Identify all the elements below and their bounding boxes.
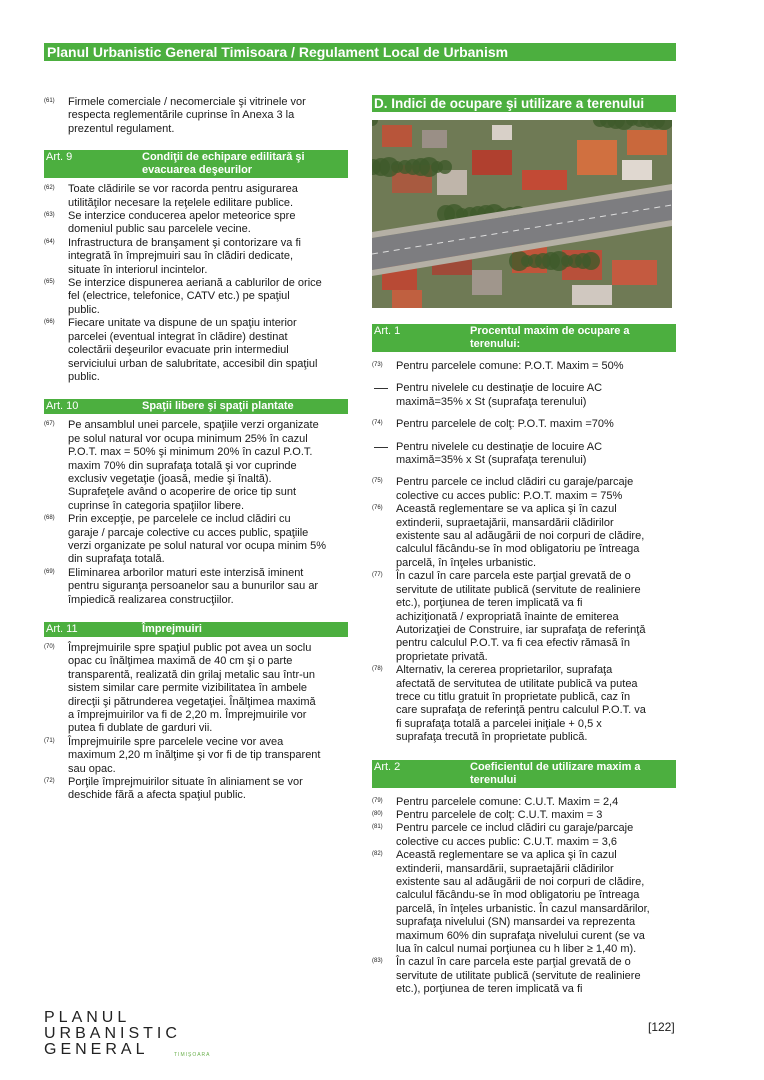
article-header <box>44 622 348 637</box>
list-item <box>372 360 676 373</box>
article-title: Procentul maxim de ocupare a terenului: <box>470 325 630 350</box>
item-text: Porţile împrejmuirilor situate în aliniament se vor deschide fără a afecta spaţiul public. <box>68 776 303 802</box>
list-item <box>44 776 348 803</box>
list-item <box>44 183 348 210</box>
article-number: Art. 1 <box>374 325 401 337</box>
item-text: Pentru parcelele comune: P.O.T. Maxim = 50% <box>396 360 624 372</box>
article-header <box>44 150 348 178</box>
list-item <box>372 503 676 570</box>
article-number: Art. 9 <box>46 151 73 164</box>
item-number: (71) <box>44 737 55 744</box>
item-text: Alternativ, la cererea proprietarilor, suprafaţa afectată de servitutea de utilitate publică va putea trece cu titlu gratuit în proprietate publică, caz în care suprafaţa de referinţă pentru calculul P.O.T. va fi suprafaţa totală a parcelei iniţiale + 0,5 x suprafaţa trecută în proprietate publică. <box>396 664 646 744</box>
logo-subtitle: TIMIŞOARA <box>174 1052 211 1058</box>
item-number: (64) <box>44 238 55 245</box>
article-header <box>44 399 348 414</box>
item-text: Prin excepţie, pe parcelele ce includ clădiri cu garaje / parcaje colective cu acces public, spaţiile verzi organizate pe solul natural vor ocupa minim 5% din suprafaţa totală. <box>68 513 327 566</box>
list-item <box>44 513 348 567</box>
article-number: Art. 2 <box>374 760 401 773</box>
item-number: (79) <box>372 797 383 804</box>
dash-marker <box>374 388 388 389</box>
item-number: (68) <box>44 515 55 522</box>
list-item <box>372 476 676 503</box>
item-number: (77) <box>372 572 383 579</box>
item-text: Pentru parcelele comune: C.U.T. Maxim = 2,4 <box>396 795 619 808</box>
item-text: Pe ansamblul unei parcele, spaţiile verzi organizate pe solul natural vor ocupa minimum 25% în cazul P.O.T. max = 50% şi minimum 20% în cazul P.O.T. maxim 70% din suprafaţa totală şi vor cuprinde exclusiv vegetaţie (joasă, medie şi înaltă). Suprafeţele având o acoperire de orice tip sunt cuprinse în categoria spaţiilor libere. <box>68 419 319 512</box>
aerial-photo-frame <box>372 120 672 308</box>
item-text: Împrejmuirile spre parcelele vecine vor avea maximum 2,20 m înălţime şi vor fi de tip transparent sau opac. <box>68 735 321 775</box>
article-header <box>372 760 676 788</box>
item-number: (83) <box>372 958 383 965</box>
article-header <box>372 324 676 352</box>
item-text: Se interzice conducerea apelor meteorice spre domeniul public sau parcelele vecine. <box>68 210 296 236</box>
item-text: Pentru nivelele cu destinaţie de locuire AC maximă=35% x St (suprafaţa terenului) <box>396 382 603 408</box>
item-text: Toate clădirile se vor racorda pentru asigurarea utilităţilor necesare la reţelele edilitare publice. <box>68 183 298 209</box>
item-text: Pentru parcelele de colţ: C.U.T. maxim = 3 <box>396 808 603 821</box>
item-text: Fiecare unitate va dispune de un spaţiu interior parcelei (eventual integrat în clădire) destinat colectării deşeurilor evacuate prin intermediul serviciului urban de salubritate, accesibil din spaţiul public. <box>68 317 318 383</box>
item-number: (66) <box>44 319 55 326</box>
left-column <box>44 96 348 803</box>
item-number: (80) <box>372 810 383 817</box>
item-number: (74) <box>372 420 383 427</box>
item-text: Pentru parcele ce includ clădiri cu garaje/parcaje colective cu acces public: C.U.T. maxim = 3,6 <box>396 822 634 848</box>
list-item <box>44 210 348 237</box>
item-text: Această reglementare se va aplica şi în cazul extinderii, supraetajării, mansardării clădirilor existente sau al adăugării de noi corpuri de clădire, calculul făcându-se în mod obligatoriu pe întreaga parcelă, în înţeles urbanistic. <box>396 503 645 569</box>
item-number: (70) <box>44 644 55 650</box>
dash-item <box>372 441 676 468</box>
article-title: Spaţii libere şi spaţii plantate <box>142 400 294 413</box>
document-header: Planul Urbanistic General Timisoara / Regulament Local de Urbanism <box>44 43 676 61</box>
item-text: Pentru parcelele de colţ: P.O.T. maxim =70% <box>396 418 614 431</box>
list-item <box>44 96 348 136</box>
item-text: Eliminarea arborilor maturi este interzisă iminent pentru siguranţa persoanelor sau a bunurilor sau ar împiedică realizarea construcţiilor. <box>68 566 319 606</box>
item-text: Se interzice dispunerea aeriană a cablurilor de orice fel (electrice, telefonice, CATV etc.) pe spaţiul public. <box>68 277 322 316</box>
list-item <box>44 419 348 513</box>
list-item <box>372 956 676 996</box>
item-text: În cazul în care parcela este parţial grevată de o servitute de utilitate publică (servitute de realiniere etc.), porţiunea de teren implicată va fi <box>396 956 641 996</box>
item-number: (69) <box>44 568 55 575</box>
page-number: [122] <box>648 1020 675 1034</box>
dash-marker <box>374 447 388 448</box>
list-item <box>44 567 348 607</box>
item-number: (72) <box>44 778 55 785</box>
article-number: Art. 11 <box>46 623 78 635</box>
item-number: (63) <box>44 212 55 219</box>
item-number: (76) <box>372 505 383 512</box>
item-text: Firmele comerciale / necomerciale şi vitrinele vor respecta reglementările cuprinse în Anexa 3 la prezentul regulament. <box>68 96 306 135</box>
article-title: Condiţii de echipare edilitară şi evacuarea deşeurilor <box>142 151 305 177</box>
list-item <box>372 822 676 849</box>
item-number: (75) <box>372 478 383 485</box>
list-item <box>44 277 348 317</box>
item-number: (78) <box>372 666 383 673</box>
list-item <box>372 809 676 822</box>
right-column <box>372 95 676 997</box>
item-number: (62) <box>44 185 55 192</box>
list-item <box>372 664 676 744</box>
pug-logo <box>44 1009 211 1058</box>
item-text: Pentru parcele ce includ clădiri cu garaje/parcaje colective cu acces public: P.O.T. maxim = 75% <box>396 476 634 502</box>
item-number: (67) <box>44 421 55 428</box>
list-item <box>44 736 348 776</box>
item-text: Împrejmuirile spre spaţiul public pot avea un soclu opac cu înălţimea maximă de 40 cm şi o parte transparentă, realizată din grilaj metalic sau într-un sistem similar care permite vizibilitatea în ambele direcţii şi pătrunderea vegetaţiei. Înălţimea maximă a împrejmuirilor va fi de 2,20 m. Împrejmuirile vor putea fi dublate de garduri vii. <box>68 642 316 735</box>
item-number: (61) <box>44 98 55 104</box>
item-text: Această reglementare se va aplica şi în cazul extinderii, mansardării, supraetajării clădirilor existente sau al adăugării de noi corpuri de clădire, calculul făcându-se în mod obligatoriu pe întreaga parcelă, în înţeles urbanistic. În cazul mansardărilor, suprafaţa nivelului (SN) mansardei va reprezenta maximum 60% din suprafaţa nivelului curent (se va lua în calcul numai porţiunea cu h liber ≥ 1,40 m). <box>396 849 650 956</box>
dash-item <box>372 382 676 409</box>
item-number: (81) <box>372 824 383 831</box>
list-item <box>44 237 348 277</box>
item-number: (73) <box>372 362 383 368</box>
list-item <box>372 570 676 664</box>
item-text: Pentru nivelele cu destinaţie de locuire AC maximă=35% x St (suprafaţa terenului) <box>396 440 603 467</box>
aerial-photo <box>372 120 672 308</box>
article-title: Împrejmuiri <box>142 623 202 635</box>
list-item <box>44 317 348 384</box>
article-title: Coeficientul de utilizare maxim a terenului <box>470 760 641 786</box>
logo-text: PLANUL URBANISTIC GENERAL <box>44 1009 181 1058</box>
list-item <box>372 849 676 956</box>
item-text: În cazul în care parcela este parţial grevată de o servitute de utilitate publică (servitute de realiniere etc.), porţiunea de teren implicată va fi achiziţionată / expropriată înainte de emiterea Autorizaţiei de Construire, iar suprafaţa de referinţă pentru calculul P.O.T. va fi cea efectiv rămasă în proprietate privată. <box>396 570 646 663</box>
article-number: Art. 10 <box>46 400 79 413</box>
item-number: (82) <box>372 851 383 858</box>
item-text: Infrastructura de branşament şi contorizare va fi integrată în împrejmuiri sau în clădiri dedicate, situate în interiorul incintelor. <box>68 236 301 276</box>
list-item <box>44 642 348 736</box>
item-number: (65) <box>44 279 55 286</box>
section-header: D. Indici de ocupare şi utilizare a terenului <box>372 95 676 112</box>
list-item <box>372 796 676 809</box>
list-item <box>372 418 676 431</box>
